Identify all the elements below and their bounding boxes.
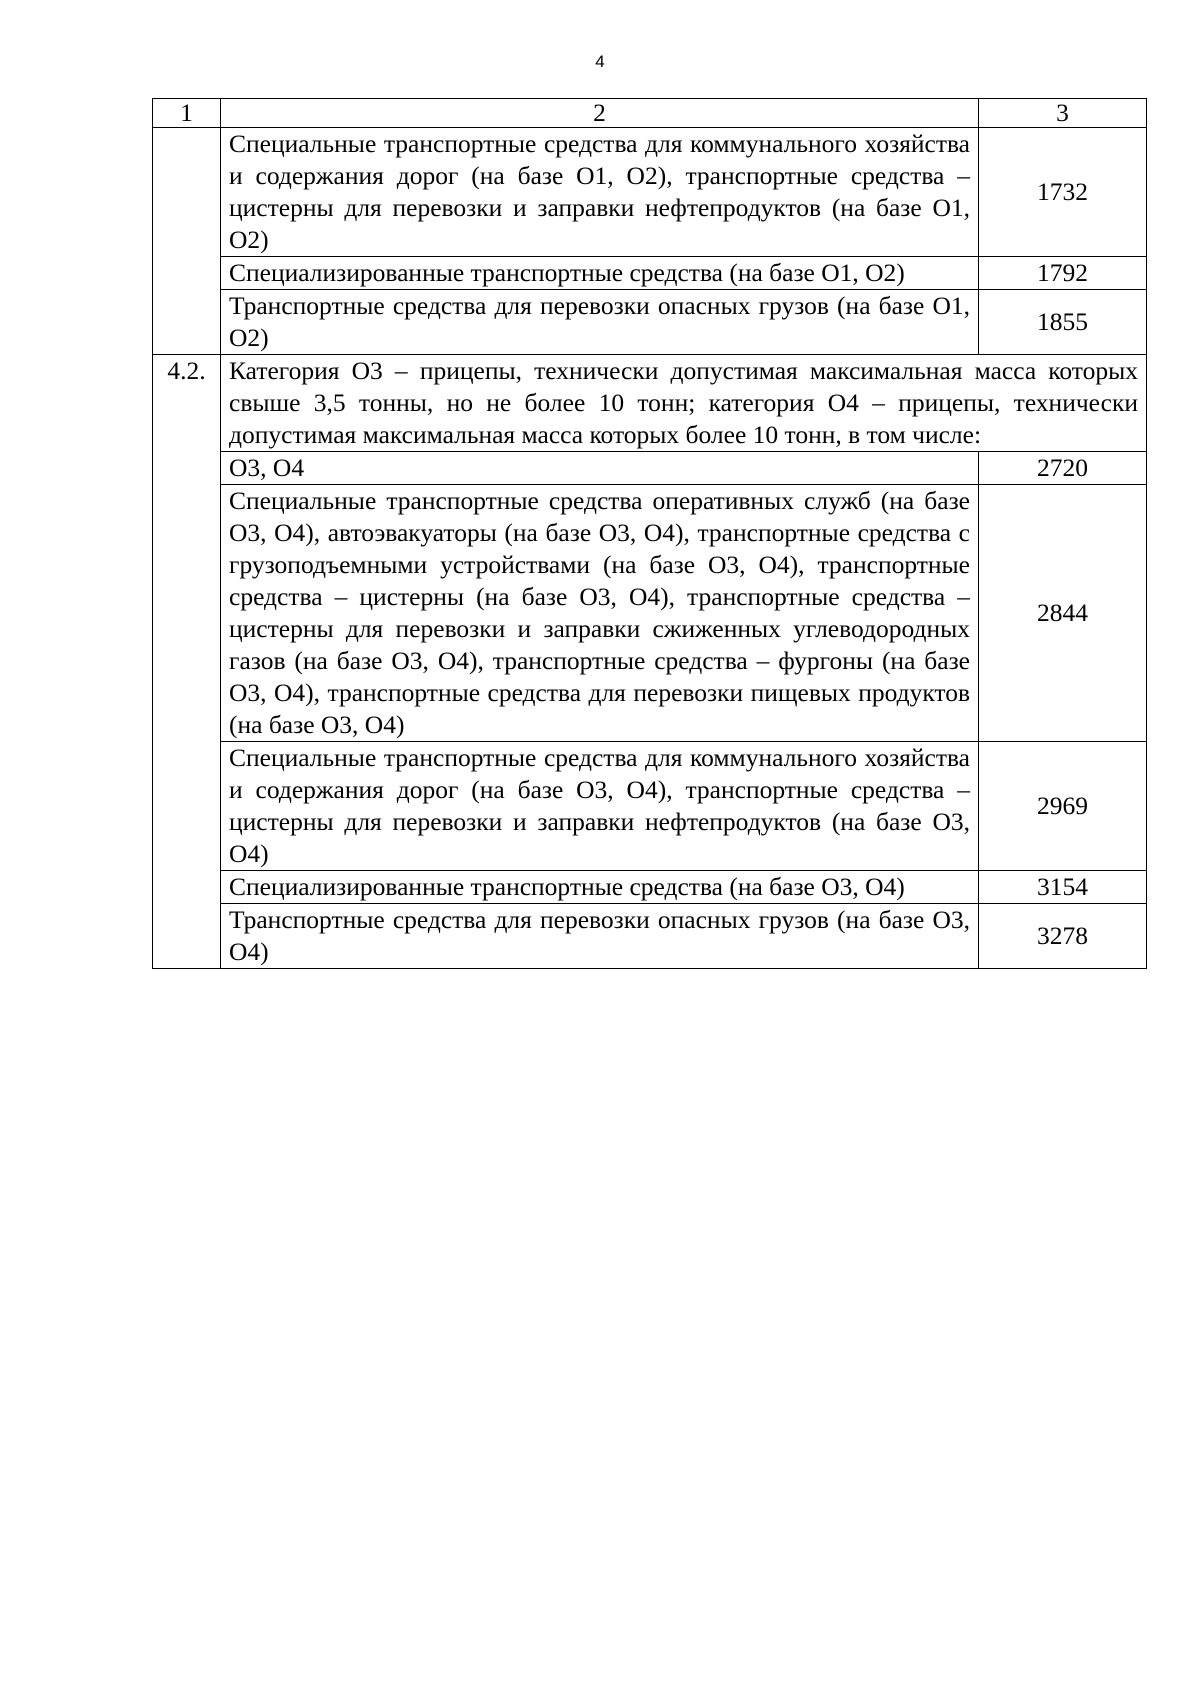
row-text: Специальные транспортные средства оперативных служб (на базе O3, O4), автоэвакуаторы (на базе O3, O4), транспортные средства с грузоподъемными устройствами (на базе O3, O4), транспортные средства – цистерны (на базе O3, O4), транспортные средства – цистерны для перевозки и заправки сжиженных углеводородных газов (на базе O3, O4), транспортные средства – фургоны (на базе O3, O4), транспортные средства для перевозки пищевых продуктов (на базе O3, O4): [221, 485, 979, 742]
page-number: 4: [595, 52, 605, 71]
row-value: 2969: [979, 742, 1147, 871]
row-text: Специальные транспортные средства для коммунального хозяйства и содержания дорог (на базе O1, O2), транспортные средства – цистерны для перевозки и заправки нефтепродуктов (на базе O1, O2): [221, 128, 979, 257]
table-row: [153, 128, 1147, 257]
header-col-3: 3: [979, 99, 1147, 128]
row-text: Специализированные транспортные средства (на базе O3, O4): [221, 871, 979, 904]
row-value: 3154: [979, 871, 1147, 904]
row-value: 1855: [979, 290, 1147, 355]
table-header-row: [153, 99, 1147, 128]
row-text: Специальные транспортные средства для коммунального хозяйства и содержания дорог (на базе O3, O4), транспортные средства – цистерны для перевозки и заправки нефтепродуктов (на базе O3, O4): [221, 742, 979, 871]
row-value: 1792: [979, 257, 1147, 290]
row-value: 2720: [979, 452, 1147, 485]
row-value: 2844: [979, 485, 1147, 742]
row-value: 1732: [979, 128, 1147, 257]
table-row: [153, 871, 1147, 904]
row-text: Транспортные средства для перевозки опасных грузов (на базе O1, O2): [221, 290, 979, 355]
row-text: Транспортные средства для перевозки опасных грузов (на базе O3, O4): [221, 904, 979, 969]
table-row: [153, 742, 1147, 871]
table-row: [153, 290, 1147, 355]
group-header-row: [153, 355, 1147, 452]
table-row: [153, 452, 1147, 485]
group-index: 4.2.: [153, 355, 221, 969]
table-row: [153, 904, 1147, 969]
row-text: O3, O4: [221, 452, 979, 485]
row-text: Специализированные транспортные средства (на базе O1, O2): [221, 257, 979, 290]
group-description: Категория O3 – прицепы, технически допустимая максимальная масса которых свыше 3,5 тонны, но не более 10 тонн; категория O4 – прицепы, технически допустимая максимальная масса которых более 10 тонн, в том числе:: [221, 355, 1147, 452]
table-row: [153, 257, 1147, 290]
row-value: 3278: [979, 904, 1147, 969]
table-row: [153, 485, 1147, 742]
header-col-1: 1: [153, 99, 221, 128]
index-cell-empty: [153, 128, 221, 355]
vehicle-table: [152, 98, 1147, 969]
header-col-2: 2: [221, 99, 979, 128]
